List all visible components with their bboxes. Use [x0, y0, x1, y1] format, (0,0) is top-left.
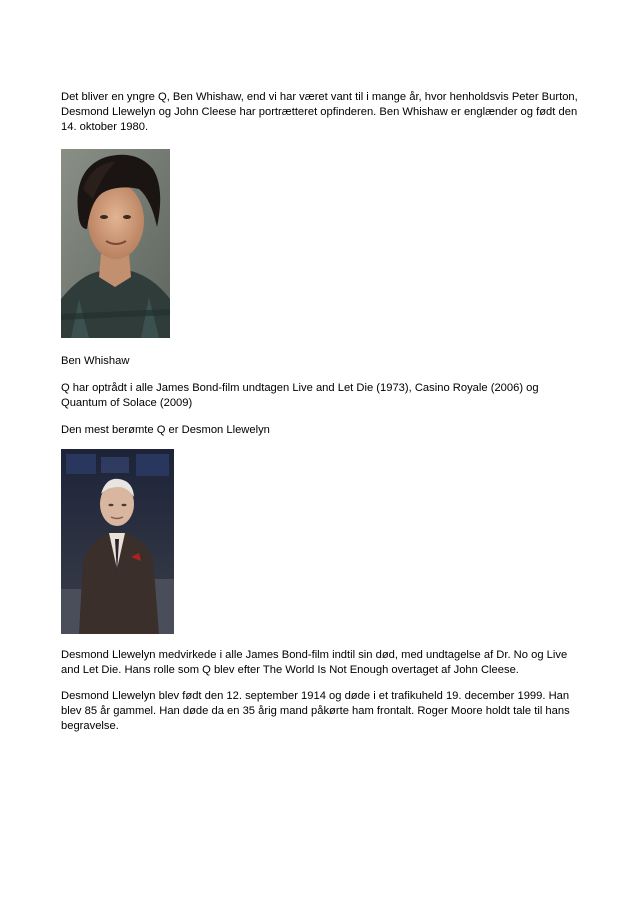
- document-page: [61, 90, 581, 734]
- q-films-paragraph: Q har optrådt i alle James Bond-film undtagen Live and Let Die (1973), Casino Royale (2006) og Quantum of Solace (2009): [61, 382, 539, 409]
- desmond-llewelyn-photo: [61, 449, 174, 634]
- llewelyn-death-paragraph: Desmond Llewelyn blev født den 12. september 1914 og døde i et trafikuheld 19. december 1999. Han blev 85 år gammel. Han døde da en 35 årig mand påkørte ham frontalt. Roger Moore holdt tale til hans begravelse.: [61, 690, 570, 732]
- intro-paragraph: Det bliver en yngre Q, Ben Whishaw, end vi har været vant til i mange år, hvor henholdsvis Peter Burton, Desmond Llewelyn og John Cleese har portrætteret opfinderen. Ben Whishaw er englænder og født den 14. oktober 1980.: [61, 91, 578, 133]
- most-famous-paragraph: Den mest berømte Q er Desmon Llewelyn: [61, 424, 270, 436]
- photo-caption: Ben Whishaw: [61, 355, 130, 367]
- llewelyn-career-paragraph: Desmond Llewelyn medvirkede i alle James Bond-film indtil sin død, med undtagelse af Dr. No og Live and Let Die. Hans rolle som Q blev efter The World Is Not Enough overtaget af John Cleese.: [61, 649, 568, 676]
- ben-whishaw-photo: [61, 149, 170, 338]
